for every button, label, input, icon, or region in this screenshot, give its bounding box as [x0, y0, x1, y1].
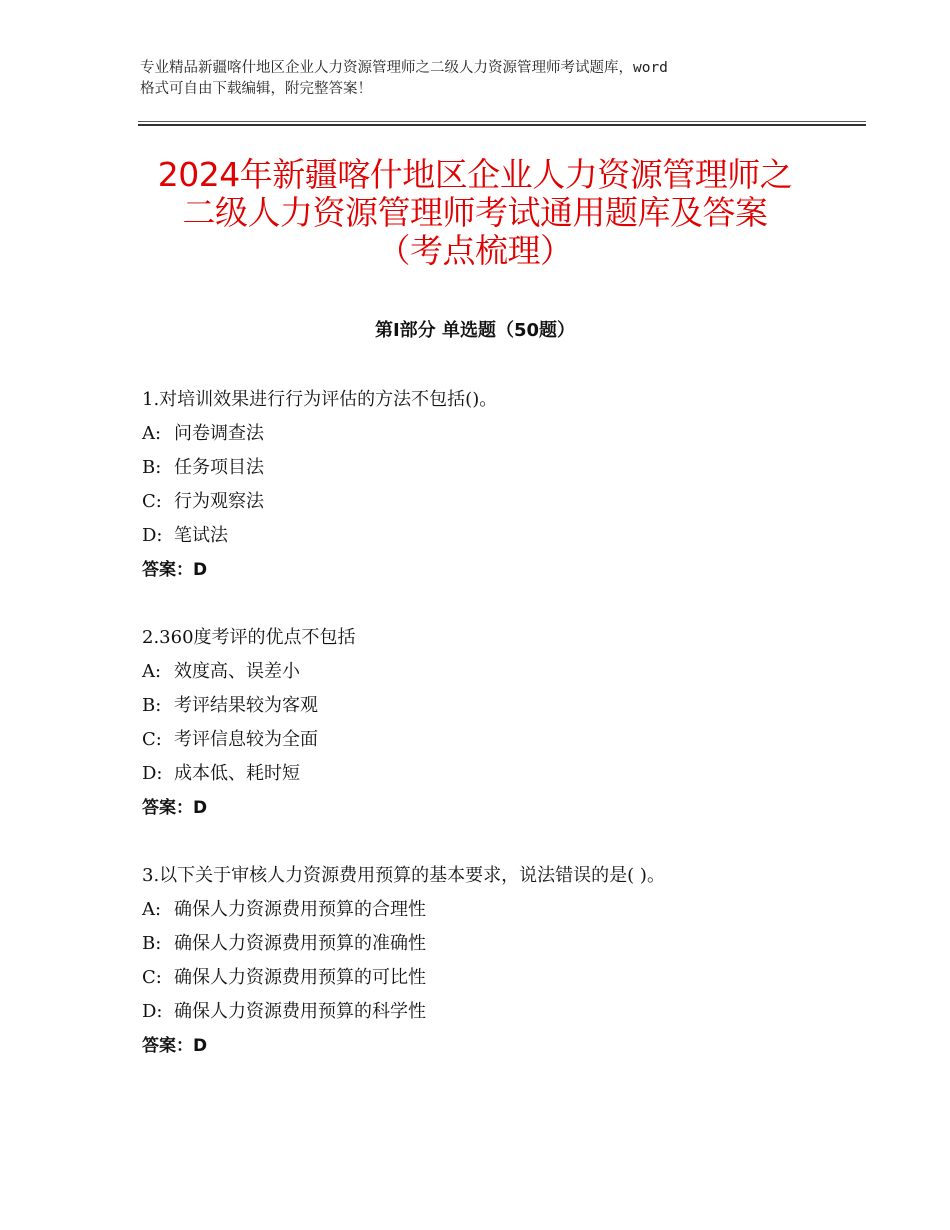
option-key: A: [142, 899, 162, 920]
option-b [142, 451, 842, 485]
question-2 [142, 621, 842, 825]
question-list [142, 383, 842, 1097]
option-text: 笔试法 [174, 525, 228, 546]
option-text: 问卷调查法 [174, 423, 264, 444]
question-stem: 2.360度考评的优点不包括 [142, 627, 356, 648]
option-text: 考评信息较为全面 [174, 729, 318, 750]
question-stem: 1.对培训效果进行行为评估的方法不包括()。 [142, 389, 498, 410]
option-key: D: [142, 1001, 163, 1022]
option-a [142, 893, 842, 927]
document-title-line-2: 二级人力资源管理师考试通用题库及答案 [182, 193, 768, 232]
option-b [142, 689, 842, 723]
option-c [142, 485, 842, 519]
option-a [142, 655, 842, 689]
option-key: B: [142, 457, 162, 478]
question-3 [142, 859, 842, 1063]
document-title-line-3: （考点梳理） [377, 231, 573, 270]
option-text: 效度高、误差小 [174, 661, 300, 682]
header-note-line-2: 格式可自由下载编辑，附完整答案！ [140, 81, 372, 97]
answer: 答案：D [142, 560, 208, 580]
header-note-line-1: 专业精品新疆喀什地区企业人力资源管理师之二级人力资源管理师考试题库，word [140, 60, 668, 76]
option-text: 确保人力资源费用预算的可比性 [174, 967, 426, 988]
option-d [142, 995, 842, 1029]
option-key: A: [142, 661, 162, 682]
option-b [142, 927, 842, 961]
question-stem: 3.以下关于审核人力资源费用预算的基本要求，说法错误的是( )。 [142, 865, 665, 886]
option-text: 确保人力资源费用预算的准确性 [174, 933, 426, 954]
question-1 [142, 383, 842, 587]
option-text: 成本低、耗时短 [174, 763, 300, 784]
option-text: 考评结果较为客观 [174, 695, 318, 716]
option-c [142, 961, 842, 995]
option-text: 行为观察法 [174, 491, 264, 512]
option-d [142, 757, 842, 791]
option-key: B: [142, 695, 162, 716]
header-divider-thin [138, 121, 866, 122]
option-d [142, 519, 842, 553]
answer: 答案：D [142, 1036, 208, 1056]
option-text: 确保人力资源费用预算的合理性 [174, 899, 426, 920]
document-title-line-1: 2024年新疆喀什地区企业人力资源管理师之 [157, 155, 793, 194]
option-key: C: [142, 967, 162, 988]
answer: 答案：D [142, 798, 208, 818]
option-a [142, 417, 842, 451]
option-key: D: [142, 763, 163, 784]
option-key: A: [142, 423, 162, 444]
option-key: C: [142, 491, 162, 512]
option-key: D: [142, 525, 163, 546]
option-key: C: [142, 729, 162, 750]
header-divider-thick [138, 124, 866, 126]
header-note [140, 58, 840, 100]
option-c [142, 723, 842, 757]
option-text: 任务项目法 [174, 457, 264, 478]
section-title: 第Ⅰ部分 单选题（50题） [374, 320, 575, 341]
option-key: B: [142, 933, 162, 954]
option-text: 确保人力资源费用预算的科学性 [174, 1001, 426, 1022]
document-title [80, 156, 870, 270]
